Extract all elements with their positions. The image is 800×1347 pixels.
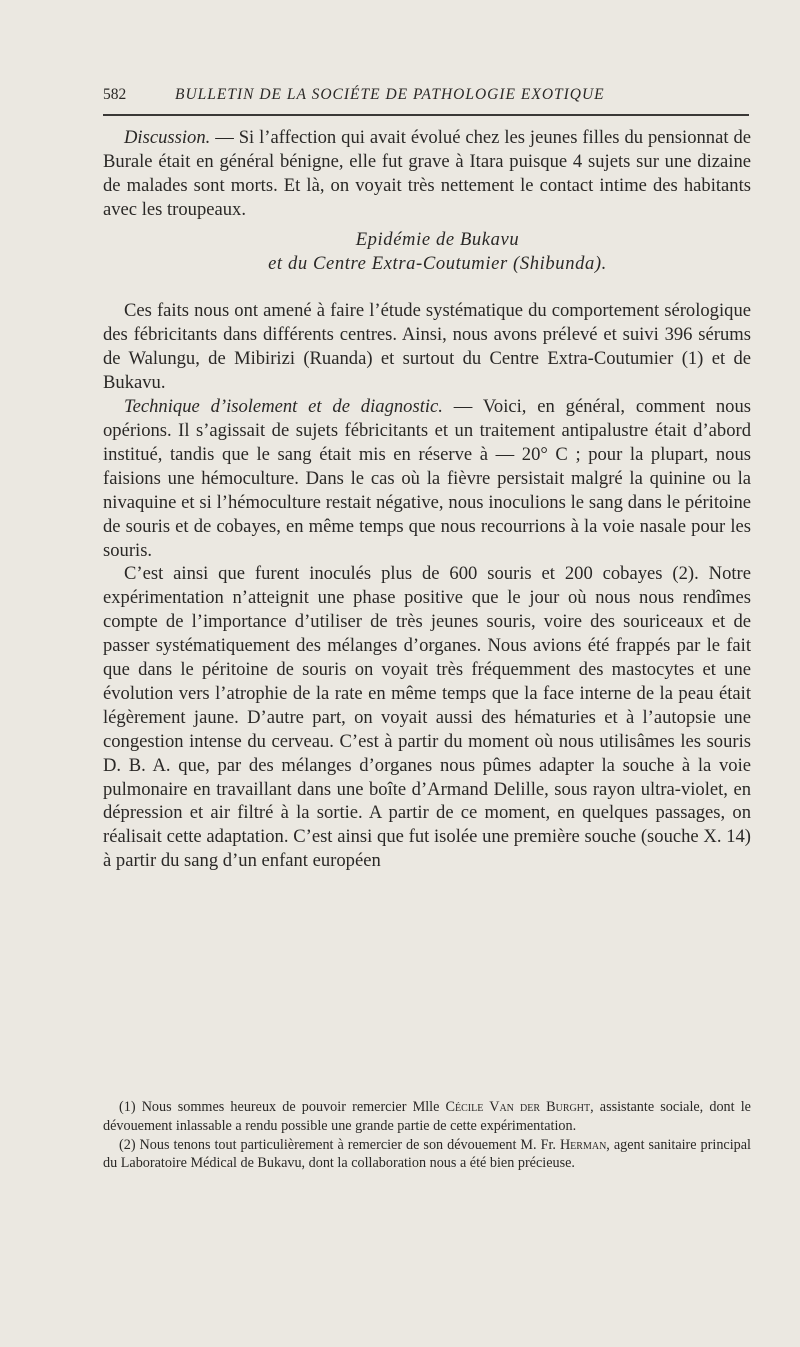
- footnote-1-name: Cécile Van der Burght: [445, 1099, 591, 1115]
- footnote-2: [103, 1136, 751, 1174]
- section-heading-line1: Epidémie de Bukavu: [355, 228, 520, 250]
- discussion-label: Discussion.: [124, 127, 211, 148]
- main-text: [103, 126, 751, 873]
- footnote-2-text-a: (2) Nous tenons tout particulièrement à remercier de son dévouement M. Fr.: [119, 1136, 560, 1153]
- footnote-2-name: Herman: [559, 1136, 607, 1153]
- page-header: [103, 86, 753, 110]
- paragraph-1: Ces faits nous ont amené à faire l’étude systématique du comportement sérologique des fébricitants dans différents centres. Ainsi, nous avons prélevé et suivi 396 sérums de Walungu, de Mibirizi (Ruanda) et surtout du Centre Extra-Coutumier (1) et de Bukavu.: [103, 300, 751, 394]
- technique-label: Technique d’isolement et de diagnostic.: [124, 396, 443, 418]
- section-heading-line2: et du Centre Extra-Coutumier (Shibunda).: [268, 252, 607, 274]
- footnote-1-text-b: , assistante sociale, dont le dévouement inlassable a rendu possible une grande partie de cette expérimentation.: [103, 1099, 751, 1134]
- technique-text: — Voici, en général, comment nous opérions. Il s’agissait de sujets fébricitants et un traitement antipalustre était d’abord institué, tandis que le sang était mis en réserve à — 20° C ; pour la plupart, nous faisions une hémoculture. Dans le cas où la fièvre persistait malgré la quinine ou la nivaquine et si l’hémoculture restait négative, nous inoculions le sang dans le péritoine de souris et de cobayes, en même temps que nous recourrions à la voie nasale pour les souris.: [103, 396, 751, 561]
- header-rule: [103, 114, 749, 116]
- running-title: BULLETIN DE LA SOCIÉTE DE PATHOLOGIE EXOTIQUE: [175, 86, 605, 103]
- paragraph-3: C’est ainsi que furent inoculés plus de 600 souris et 200 cobayes (2). Notre expérimentation n’atteignit une phase positive que le jour où nous nous rendîmes compte de l’importance d’utiliser de très jeunes souris, voire des souriceaux et de passer systématiquement des mélanges d’organes. Nous avions été frappés par le fait que dans le péritoine de souris on voyait très fréquemment des mastocytes et une évolution vers l’atrophie de la rate en même temps que la face interne de la peau était légèrement jaune. D’autre part, on voyait aussi des hématuries et à l’autopsie une congestion intense du cerveau. C’est à partir du moment où nous utilisâmes les souris D. B. A. que, par des mélanges d’organes nous pûmes adapter la souche à la voie pulmonaire en travaillant dans une boîte d’Armand Delille, sous rayon ultra-violet, en dépression et air filtré à la sortie. A partir de ce moment, en quelques passages, on réalisait cette adaptation. C’est ainsi que fut isolée une première souche (souche X. 14) à partir du sang d’un enfant européen: [103, 563, 751, 872]
- footnote-2-text-b: , agent sanitaire principal du Laboratoire Médical de Bukavu, dont la collaboration nous a été bien précieuse.: [103, 1136, 751, 1172]
- footnotes: [103, 1098, 751, 1173]
- paragraph-2: [103, 395, 751, 562]
- discussion-paragraph: [103, 126, 751, 222]
- discussion-text: — Si l’affection qui avait évolué chez les jeunes filles du pensionnat de Burale était en général bénigne, elle fut grave à Itara puisque 4 sujets sur une dizaine de malades sont morts. Et là, on voyait très nettement le contact intime des habitants avec les troupeaux.: [103, 127, 751, 220]
- footnote-1-text-a: (1) Nous sommes heureux de pouvoir remercier Mlle: [119, 1099, 446, 1115]
- page-number: 582: [103, 86, 127, 103]
- footnote-1: [103, 1098, 751, 1136]
